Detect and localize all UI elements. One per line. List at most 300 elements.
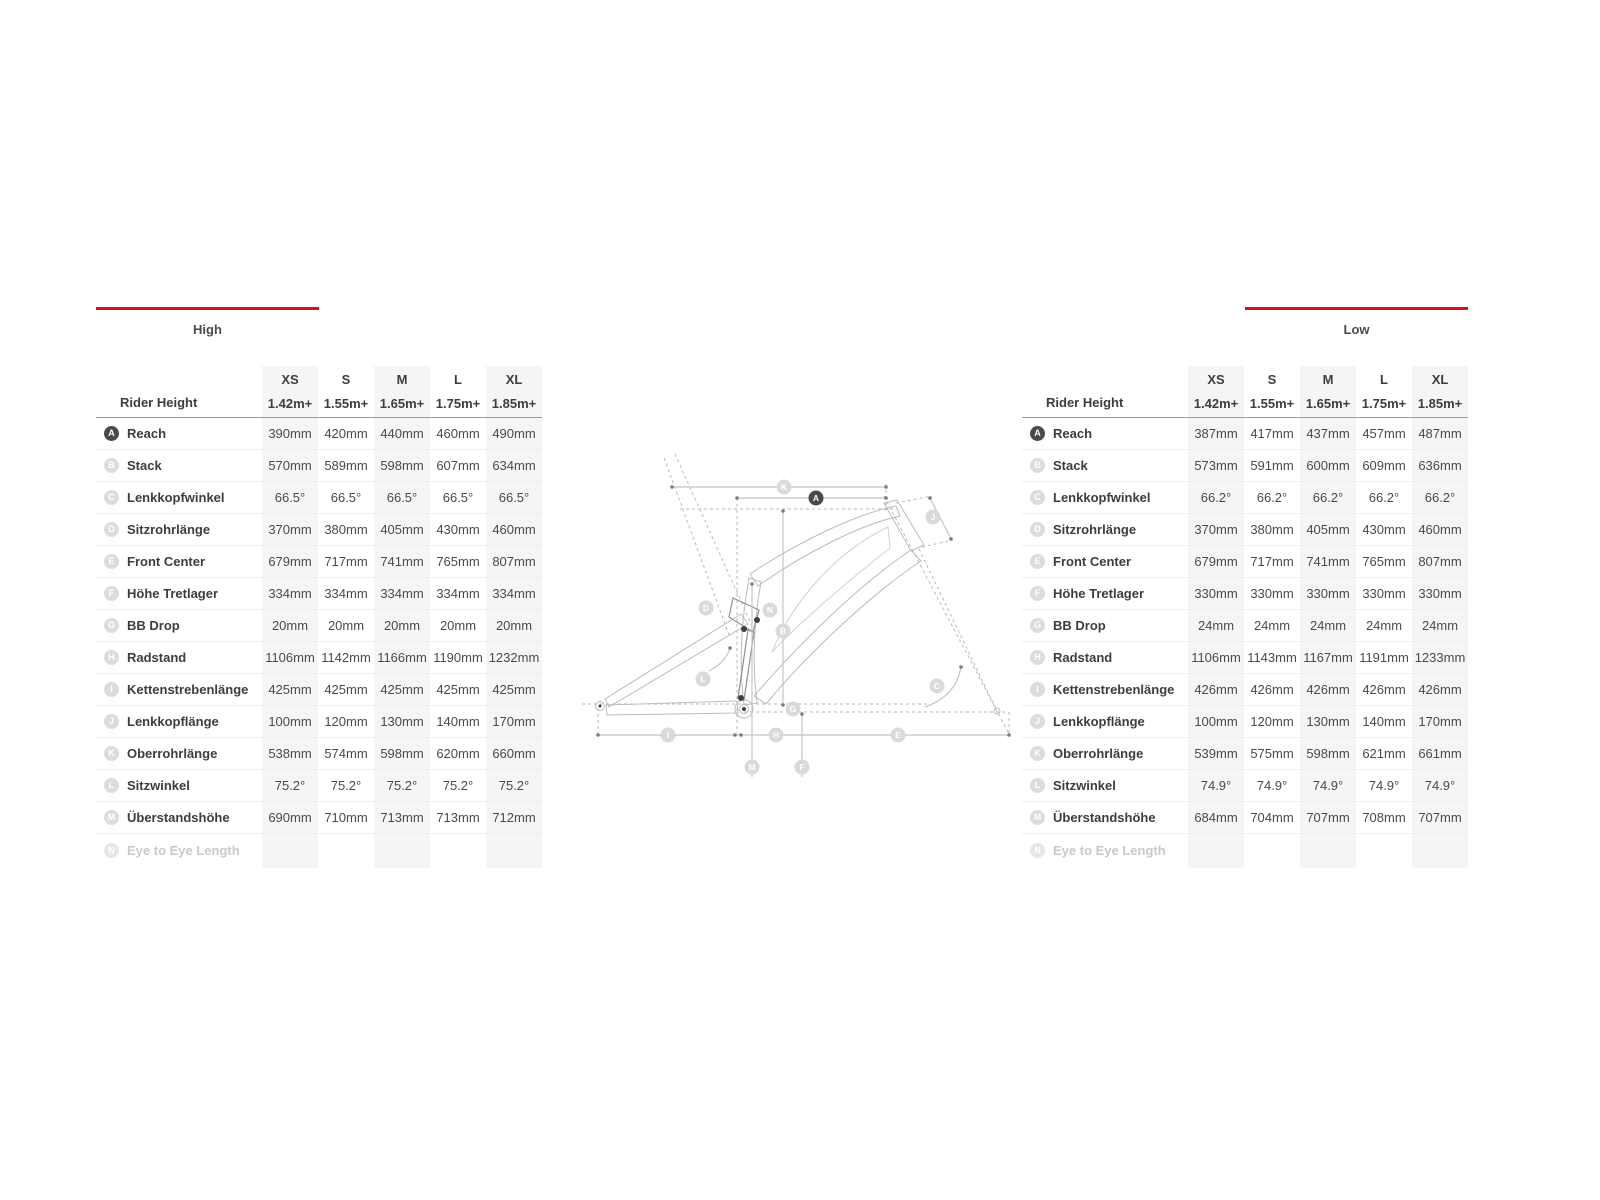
bike-geometry-diagram (570, 448, 1020, 788)
size-label: S (1267, 372, 1277, 387)
letter-badge: L (1030, 778, 1045, 793)
spec-value: 66.5° (498, 490, 530, 505)
spec-row[interactable] (1022, 578, 1468, 610)
spec-label: Lenkkopflänge (1053, 714, 1145, 729)
size-column-header (262, 366, 318, 417)
spec-label: Oberrohrlänge (127, 746, 218, 761)
rider-height-value: 1.75m+ (435, 396, 481, 411)
size-label: M (396, 372, 408, 387)
spec-value: 426mm (1250, 682, 1294, 697)
spec-row[interactable] (96, 642, 542, 674)
spec-label: Kettenstrebenlänge (127, 682, 249, 697)
size-label: L (454, 372, 462, 387)
spec-value: 1233mm (1414, 650, 1466, 665)
spec-value: 405mm (1306, 522, 1350, 537)
spec-value: 426mm (1306, 682, 1350, 697)
spec-label: Sitzwinkel (127, 778, 190, 793)
spec-label: Höhe Tretlager (127, 586, 219, 601)
spec-value: 575mm (1250, 746, 1294, 761)
svg-text:N: N (766, 605, 774, 615)
spec-label-cell (96, 778, 262, 793)
letter-badge: C (104, 490, 119, 505)
spec-value: 75.2° (386, 778, 418, 793)
spec-value: 20mm (327, 618, 365, 633)
diagram-badge-l (696, 672, 711, 687)
spec-value: 66.2° (1312, 490, 1344, 505)
diagram-badge-c (930, 679, 945, 694)
spec-row[interactable] (1022, 450, 1468, 482)
spec-value: 741mm (380, 554, 424, 569)
spec-value: 140mm (436, 714, 480, 729)
size-column-header (1412, 366, 1468, 417)
svg-text:G: G (789, 704, 797, 714)
table-body (96, 418, 542, 866)
spec-label: Lenkkopfwinkel (127, 490, 225, 505)
spec-label: Lenkkopflänge (127, 714, 219, 729)
spec-row[interactable] (96, 738, 542, 770)
letter-badge: H (104, 650, 119, 665)
spec-label-cell (96, 682, 262, 697)
spec-label: Sitzrohrlänge (127, 522, 211, 537)
tab-head-low (1022, 307, 1468, 349)
spec-value: 598mm (380, 458, 424, 473)
svg-text:K: K (780, 482, 788, 492)
spec-label-cell (1022, 426, 1188, 441)
letter-badge: G (1030, 618, 1045, 633)
spec-label-cell (96, 458, 262, 473)
spec-value: 100mm (1194, 714, 1238, 729)
spec-label-cell (1022, 682, 1188, 697)
spec-row[interactable] (96, 546, 542, 578)
spec-label-cell (1022, 810, 1188, 825)
size-column-header (1188, 366, 1244, 417)
spec-row[interactable] (96, 450, 542, 482)
letter-badge: D (1030, 522, 1045, 537)
size-label: XL (505, 372, 523, 387)
letter-badge: H (1030, 650, 1045, 665)
spec-value: 430mm (436, 522, 480, 537)
diagram-badge-a (809, 491, 824, 506)
spec-label: Reach (127, 426, 167, 441)
spec-value: 487mm (1418, 426, 1462, 441)
spec-row[interactable] (96, 770, 542, 802)
spec-value: 66.5° (330, 490, 362, 505)
spec-value: 1142mm (321, 650, 371, 665)
spec-label: BB Drop (1053, 618, 1106, 633)
spec-value: 20mm (271, 618, 309, 633)
spec-label-cell (96, 746, 262, 761)
letter-badge: J (104, 714, 119, 729)
svg-text:M: M (748, 762, 756, 772)
spec-label: Lenkkopfwinkel (1053, 490, 1151, 505)
dimension-lines (598, 487, 1009, 777)
spec-value: 1190mm (433, 650, 483, 665)
rider-height-value: 1.55m+ (1249, 396, 1295, 411)
letter-badge: A (104, 426, 119, 441)
spec-value: 600mm (1306, 458, 1350, 473)
spec-value: 20mm (383, 618, 421, 633)
spec-label-cell (96, 522, 262, 537)
spec-row[interactable] (1022, 770, 1468, 802)
diagram-badge-k (777, 480, 792, 495)
spec-value: 24mm (1365, 618, 1403, 633)
table-body (1022, 418, 1468, 866)
spec-value: 620mm (436, 746, 480, 761)
size-column-header (486, 366, 542, 417)
spec-label: Sitzrohrlänge (1053, 522, 1137, 537)
dashed-construction-lines (582, 454, 1009, 734)
spec-value: 170mm (1418, 714, 1462, 729)
rider-height-value: 1.65m+ (379, 396, 425, 411)
svg-text:D: D (702, 603, 710, 613)
spec-value: 570mm (268, 458, 312, 473)
letter-badge: J (1030, 714, 1045, 729)
spec-value: 717mm (324, 554, 368, 569)
spec-value: 440mm (380, 426, 424, 441)
letter-badge: I (1030, 682, 1045, 697)
svg-text:E: E (895, 730, 901, 740)
spec-value: 573mm (1194, 458, 1238, 473)
spec-value: 370mm (1194, 522, 1238, 537)
spec-value: 66.5° (442, 490, 474, 505)
diagram-badge-g (786, 702, 801, 717)
size-column-header (318, 366, 374, 417)
spec-row[interactable] (1022, 642, 1468, 674)
spec-value: 334mm (380, 586, 424, 601)
spec-value: 405mm (380, 522, 424, 537)
svg-text:J: J (930, 512, 936, 522)
spec-value: 765mm (436, 554, 480, 569)
spec-label-cell (1022, 554, 1188, 569)
spec-label: Oberrohrlänge (1053, 746, 1144, 761)
letter-badge: M (104, 810, 119, 825)
letter-badge: A (1030, 426, 1045, 441)
spec-value: 24mm (1309, 618, 1347, 633)
diagram-badge-i (661, 728, 676, 743)
spec-label-cell (96, 714, 262, 729)
rider-height-value: 1.42m+ (267, 396, 313, 411)
spec-label: Radstand (1053, 650, 1113, 665)
spec-value: 66.5° (386, 490, 418, 505)
spec-value: 426mm (1418, 682, 1462, 697)
spec-value: 607mm (436, 458, 480, 473)
spec-value: 140mm (1362, 714, 1406, 729)
letter-badge: C (1030, 490, 1045, 505)
letter-badge: K (1030, 746, 1045, 761)
spec-value: 660mm (492, 746, 536, 761)
spec-value: 684mm (1194, 810, 1238, 825)
spec-value: 1232mm (488, 650, 540, 665)
spec-value: 100mm (268, 714, 312, 729)
letter-badge: B (104, 458, 119, 473)
spec-value: 765mm (1362, 554, 1406, 569)
rider-height-label: Rider Height (1046, 395, 1124, 410)
spec-value: 710mm (324, 810, 368, 825)
svg-text:A: A (812, 493, 820, 503)
spec-value: 437mm (1306, 426, 1350, 441)
spec-value: 807mm (1418, 554, 1462, 569)
spec-row[interactable] (1022, 706, 1468, 738)
diagram-badge-e (891, 728, 906, 743)
spec-value: 425mm (324, 682, 368, 697)
spec-label-cell (96, 650, 262, 665)
spec-value: 460mm (1418, 522, 1462, 537)
size-label: L (1380, 372, 1388, 387)
spec-value: 679mm (268, 554, 312, 569)
spec-label-cell (1022, 458, 1188, 473)
spec-value: 170mm (492, 714, 536, 729)
spec-value: 66.5° (274, 490, 306, 505)
spec-value: 74.9° (1424, 778, 1456, 793)
spec-value: 704mm (1250, 810, 1294, 825)
spec-value: 707mm (1306, 810, 1350, 825)
geometry-table-high (96, 366, 542, 868)
spec-label-cell (1022, 618, 1188, 633)
spec-value: 330mm (1194, 586, 1238, 601)
spec-value: 457mm (1362, 426, 1406, 441)
spec-label-cell (1022, 522, 1188, 537)
spec-label-cell (96, 426, 262, 441)
size-label: XL (1431, 372, 1449, 387)
spec-value: 609mm (1362, 458, 1406, 473)
spec-value: 74.9° (1200, 778, 1232, 793)
spec-value: 589mm (324, 458, 368, 473)
spec-value: 574mm (324, 746, 368, 761)
diagram-badge-h (769, 728, 784, 743)
spec-value: 1191mm (1359, 650, 1409, 665)
diagram-badge-m (745, 760, 760, 775)
spec-value: 598mm (380, 746, 424, 761)
spec-value: 1106mm (265, 650, 315, 665)
spec-value: 20mm (495, 618, 533, 633)
spec-label-cell (1022, 843, 1188, 858)
spec-value: 425mm (268, 682, 312, 697)
spec-value: 636mm (1418, 458, 1462, 473)
svg-text:I: I (666, 730, 670, 740)
size-column-header (374, 366, 430, 417)
letter-badge: F (1030, 586, 1045, 601)
spec-label: Überstandshöhe (1053, 810, 1156, 825)
spec-row[interactable] (1022, 834, 1468, 866)
table-header (96, 366, 542, 418)
spec-label-cell (96, 490, 262, 505)
spec-value: 425mm (492, 682, 536, 697)
spec-label: Stack (1053, 458, 1088, 473)
spec-value: 75.2° (498, 778, 530, 793)
spec-row[interactable] (1022, 610, 1468, 642)
spec-row[interactable] (96, 802, 542, 834)
spec-label-cell (1022, 714, 1188, 729)
spec-row[interactable] (96, 674, 542, 706)
spec-value: 661mm (1418, 746, 1462, 761)
spec-value: 390mm (268, 426, 312, 441)
spec-label-cell (1022, 746, 1188, 761)
letter-badge: F (104, 586, 119, 601)
spec-value: 1143mm (1247, 650, 1297, 665)
spec-value: 1106mm (1191, 650, 1241, 665)
spec-label: Reach (1053, 426, 1093, 441)
spec-value: 430mm (1362, 522, 1406, 537)
table-header (1022, 366, 1468, 418)
spec-value: 330mm (1362, 586, 1406, 601)
letter-badge: B (1030, 458, 1045, 473)
tab-high[interactable]: High (193, 322, 222, 337)
spec-value: 75.2° (274, 778, 306, 793)
letter-badge: E (1030, 554, 1045, 569)
spec-row[interactable] (96, 834, 542, 866)
spec-value: 330mm (1306, 586, 1350, 601)
spec-value: 66.2° (1256, 490, 1288, 505)
spec-label: Eye to Eye Length (1053, 842, 1166, 858)
spec-value: 420mm (324, 426, 368, 441)
svg-text:H: H (772, 730, 780, 740)
spec-label: Höhe Tretlager (1053, 586, 1145, 601)
spec-value: 74.9° (1312, 778, 1344, 793)
spec-value: 75.2° (442, 778, 474, 793)
active-tab-underline (1245, 307, 1468, 310)
size-label: XS (281, 372, 299, 387)
letter-badge: K (104, 746, 119, 761)
spec-value: 334mm (436, 586, 480, 601)
spec-value: 387mm (1194, 426, 1238, 441)
spec-value: 24mm (1421, 618, 1459, 633)
spec-value: 75.2° (330, 778, 362, 793)
spec-label: Stack (127, 458, 162, 473)
spec-row[interactable] (1022, 674, 1468, 706)
size-column-header (1300, 366, 1356, 417)
spec-value: 120mm (324, 714, 368, 729)
letter-badge: N (104, 843, 119, 858)
diagram-badge-b (776, 624, 791, 639)
geometry-table-low (1022, 366, 1468, 868)
spec-value: 426mm (1362, 682, 1406, 697)
rider-height-value: 1.42m+ (1193, 396, 1239, 411)
spec-value: 380mm (324, 522, 368, 537)
spec-value: 621mm (1362, 746, 1406, 761)
spec-row[interactable] (1022, 802, 1468, 834)
spec-value: 538mm (268, 746, 312, 761)
spec-row[interactable] (96, 418, 542, 450)
spec-label: Kettenstrebenlänge (1053, 682, 1175, 697)
spec-value: 741mm (1306, 554, 1350, 569)
spec-row[interactable] (96, 514, 542, 546)
spec-row[interactable] (1022, 738, 1468, 770)
spec-row[interactable] (96, 610, 542, 642)
spec-label: Eye to Eye Length (127, 842, 240, 858)
tab-low[interactable]: Low (1343, 322, 1370, 337)
size-label: M (1322, 372, 1334, 387)
rider-height-value: 1.55m+ (323, 396, 369, 411)
diagram-badge-n (763, 603, 778, 618)
spec-value: 425mm (436, 682, 480, 697)
spec-value: 707mm (1418, 810, 1462, 825)
spec-value: 120mm (1250, 714, 1294, 729)
spec-label-cell (1022, 650, 1188, 665)
rider-height-label: Rider Height (120, 395, 198, 410)
spec-value: 330mm (1250, 586, 1294, 601)
spec-value: 20mm (439, 618, 477, 633)
letter-badge: G (104, 618, 119, 633)
spec-value: 679mm (1194, 554, 1238, 569)
spec-value: 380mm (1250, 522, 1294, 537)
spec-row[interactable] (1022, 514, 1468, 546)
svg-text:B: B (779, 626, 787, 636)
spec-label: Front Center (1053, 554, 1131, 569)
spec-value: 690mm (268, 810, 312, 825)
spec-label-cell (96, 586, 262, 601)
size-label: S (341, 372, 351, 387)
spec-row[interactable] (96, 578, 542, 610)
spec-value: 66.2° (1424, 490, 1456, 505)
spec-value: 425mm (380, 682, 424, 697)
spec-row[interactable] (1022, 546, 1468, 578)
spec-value: 66.2° (1368, 490, 1400, 505)
letter-badge: I (104, 682, 119, 697)
spec-value: 713mm (380, 810, 424, 825)
spec-value: 130mm (1306, 714, 1350, 729)
spec-value: 24mm (1197, 618, 1235, 633)
spec-row[interactable] (1022, 418, 1468, 450)
spec-label-cell (96, 843, 262, 858)
diagram-badge-f (795, 760, 810, 775)
spec-label-cell (1022, 586, 1188, 601)
letter-badge: D (104, 522, 119, 537)
spec-row[interactable] (96, 706, 542, 738)
spec-label: Front Center (127, 554, 205, 569)
size-column-header (1356, 366, 1412, 417)
size-label: XS (1207, 372, 1225, 387)
spec-row[interactable] (96, 482, 542, 514)
rider-height-value: 1.85m+ (1417, 396, 1463, 411)
spec-label: Sitzwinkel (1053, 778, 1116, 793)
spec-label: Radstand (127, 650, 187, 665)
spec-value: 1166mm (377, 650, 427, 665)
spec-label: Überstandshöhe (127, 810, 230, 825)
spec-value: 330mm (1418, 586, 1462, 601)
spec-value: 74.9° (1256, 778, 1288, 793)
spec-value: 74.9° (1368, 778, 1400, 793)
spec-label-cell (96, 618, 262, 633)
letter-badge: N (1030, 843, 1045, 858)
spec-value: 539mm (1194, 746, 1238, 761)
spec-value: 426mm (1194, 682, 1238, 697)
active-tab-underline (96, 307, 319, 310)
spec-label-cell (96, 554, 262, 569)
spec-value: 130mm (380, 714, 424, 729)
svg-text:F: F (799, 762, 805, 772)
spec-value: 712mm (492, 810, 536, 825)
spec-value: 1167mm (1303, 650, 1353, 665)
spec-value: 713mm (436, 810, 480, 825)
rider-height-value: 1.75m+ (1361, 396, 1407, 411)
spec-row[interactable] (1022, 482, 1468, 514)
letter-badge: E (104, 554, 119, 569)
spec-value: 24mm (1253, 618, 1291, 633)
spec-label-cell (1022, 778, 1188, 793)
tab-head-high (96, 307, 542, 349)
spec-value: 370mm (268, 522, 312, 537)
spec-label-cell (1022, 490, 1188, 505)
spec-value: 490mm (492, 426, 536, 441)
letter-badge: L (104, 778, 119, 793)
spec-value: 334mm (324, 586, 368, 601)
spec-value: 708mm (1362, 810, 1406, 825)
spec-value: 591mm (1250, 458, 1294, 473)
size-column-header (1244, 366, 1300, 417)
svg-text:C: C (933, 681, 941, 691)
diagram-badge-d (699, 601, 714, 616)
spec-value: 717mm (1250, 554, 1294, 569)
